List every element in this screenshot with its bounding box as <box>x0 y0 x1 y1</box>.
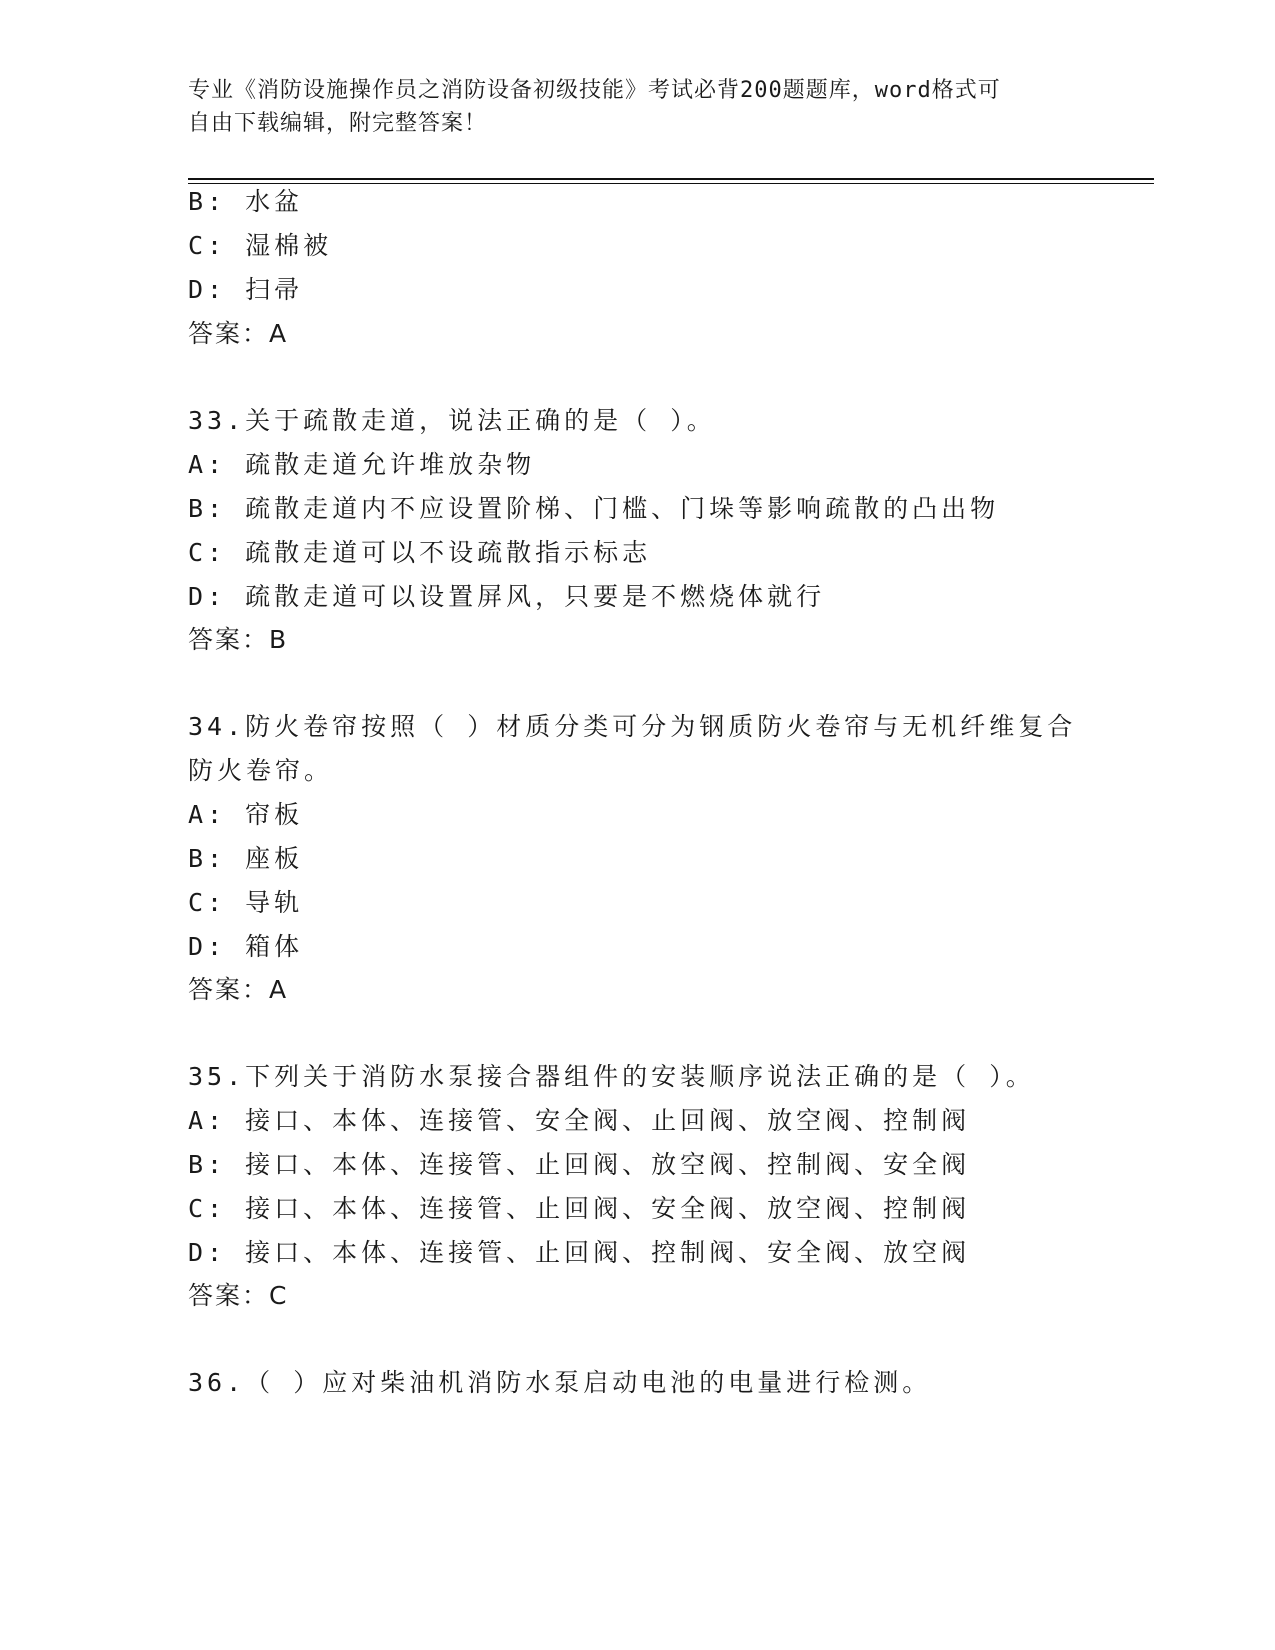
q36-stem: 36.（ ）应对柴油机消防水泵启动电池的电量进行检测。 <box>188 1368 932 1397</box>
q35-option-d: D: 接口、本体、连接管、止回阀、控制阀、安全阀、放空阀 <box>188 1238 971 1267</box>
q34-option-a: A: 帘板 <box>188 800 304 829</box>
q34-option-b: B: 座板 <box>188 844 304 873</box>
q34-stem-line-2: 防火卷帘。 <box>188 756 334 785</box>
q35-answer: 答案：C <box>188 1281 289 1310</box>
q34-option-c: C: 导轨 <box>188 888 304 917</box>
header-divider-thick <box>188 178 1154 180</box>
prev-answer: 答案：A <box>188 319 289 348</box>
header-line-2: 自由下载编辑，附完整答案！ <box>188 111 488 136</box>
q33-option-d: D: 疏散走道可以设置屏风，只要是不燃烧体就行 <box>188 582 826 611</box>
q35-option-c: C: 接口、本体、连接管、止回阀、安全阀、放空阀、控制阀 <box>188 1194 971 1223</box>
header-line-1: 专业《消防设施操作员之消防设备初级技能》考试必背200题题库，word格式可 <box>188 78 1001 103</box>
prev-option-d: D: 扫帚 <box>188 275 304 304</box>
q34-option-d: D: 箱体 <box>188 932 304 961</box>
q34-answer: 答案：A <box>188 975 289 1004</box>
q34-stem-line-1: 34.防火卷帘按照（ ）材质分类可分为钢质防火卷帘与无机纤维复合 <box>188 712 1077 741</box>
q33-option-b: B: 疏散走道内不应设置阶梯、门槛、门垛等影响疏散的凸出物 <box>188 494 1000 523</box>
q33-option-a: A: 疏散走道允许堆放杂物 <box>188 450 536 479</box>
document-header <box>188 74 1088 140</box>
q35-stem: 35.下列关于消防水泵接合器组件的安装顺序说法正确的是（ ）。 <box>188 1062 1035 1091</box>
prev-option-c: C: 湿棉被 <box>188 231 333 260</box>
prev-option-b: B: 水盆 <box>188 187 304 216</box>
header-divider-thin <box>188 183 1154 184</box>
q35-option-a: A: 接口、本体、连接管、安全阀、止回阀、放空阀、控制阀 <box>188 1106 971 1135</box>
q35-option-b: B: 接口、本体、连接管、止回阀、放空阀、控制阀、安全阀 <box>188 1150 971 1179</box>
q33-answer: 答案：B <box>188 625 289 654</box>
q33-stem: 33.关于疏散走道，说法正确的是（ ）。 <box>188 406 716 435</box>
q33-option-c: C: 疏散走道可以不设疏散指示标志 <box>188 538 652 567</box>
